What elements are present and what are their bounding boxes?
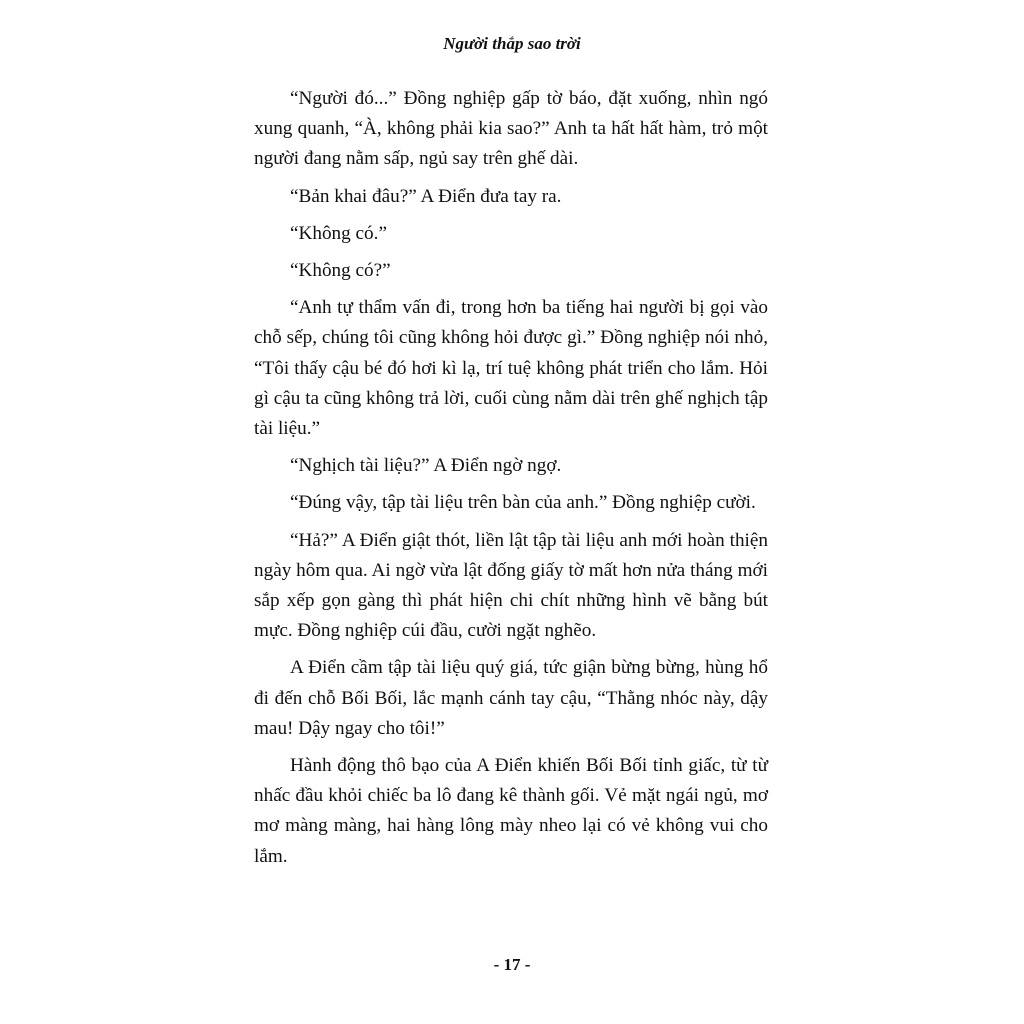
- page-number: - 17 -: [493, 955, 531, 974]
- paragraph-10: Hành động thô bạo của A Điển khiến Bối Bối tỉnh giấc, từ từ nhấc đầu khỏi chiếc ba lô đang kê thành gối. Vẻ mặt ngái ngủ, mơ mơ màng màng, hai hàng lông mày nheo lại có vẻ không vui cho lắm.: [254, 755, 768, 867]
- paragraph-3: “Không có.”: [290, 222, 387, 244]
- paragraph-1: “Người đó...” Đồng nghiệp gấp tờ báo, đặt xuống, nhìn ngó xung quanh, “À, không phải kia sao?” Anh ta hất hất hàm, trỏ một người đang nằm sấp, ngủ say trên ghế dài.: [254, 88, 768, 170]
- paragraph-8: “Hả?” A Điển giật thót, liền lật tập tài liệu anh mới hoàn thiện ngày hôm qua. Ai ngờ vừa lật đống giấy tờ mất hơn nửa tháng mới sắp xếp gọn gàng thì phát hiện chi chít những hình vẽ bằng bút mực. Đồng nghiệp cúi đầu, cười ngặt nghẽo.: [254, 529, 768, 642]
- paragraph-6: “Nghịch tài liệu?” A Điển ngờ ngợ.: [290, 455, 562, 477]
- paragraph-4: “Không có?”: [290, 260, 391, 282]
- paragraph-7: “Đúng vậy, tập tài liệu trên bàn của anh.” Đồng nghiệp cười.: [290, 492, 756, 514]
- running-header-title: Người thắp sao trời: [443, 34, 581, 53]
- paragraph-5: “Anh tự thẩm vấn đi, trong hơn ba tiếng hai người bị gọi vào chỗ sếp, chúng tôi cũng không hỏi được gì.” Đồng nghiệp nói nhỏ, “Tôi thấy cậu bé đó hơi kì lạ, trí tuệ không phát triển cho lắm. Hỏi gì cậu ta cũng không trả lời, cuối cùng nằm dài trên ghế nghịch tập tài liệu.”: [254, 297, 768, 440]
- paragraph-9: A Điển cầm tập tài liệu quý giá, tức giận bừng bừng, hùng hổ đi đến chỗ Bối Bối, lắc mạnh cánh tay cậu, “Thằng nhóc này, dậy mau! Dậy ngay cho tôi!”: [254, 657, 768, 739]
- body-text: [254, 84, 768, 879]
- paragraph-2: “Bản khai đâu?” A Điển đưa tay ra.: [290, 185, 562, 207]
